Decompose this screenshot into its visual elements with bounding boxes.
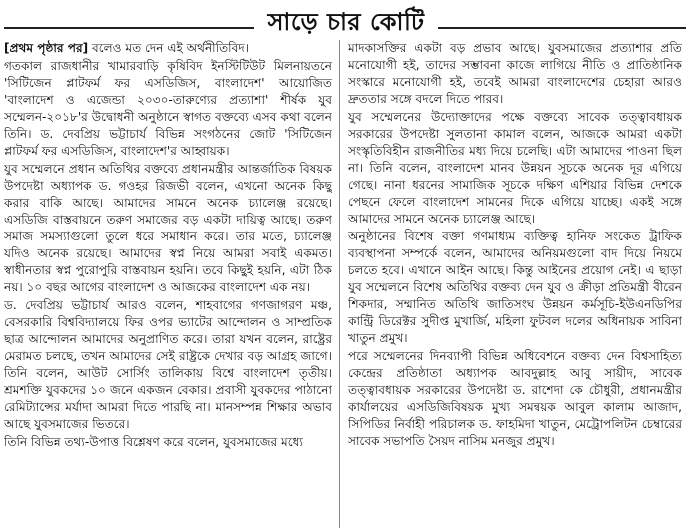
headline: সাড়ে চার কোটি [267,7,425,36]
article-paragraph: তিনি বিভিন্ন তথ্য-উপাত্ত বিশ্লেষণ করে বলেন, যুবসমাজের মধ্যে [4,434,303,449]
headline-rule-right [438,27,686,29]
left-column [4,40,332,528]
article-paragraph: মাদকাসক্তির একটা বড় প্রভাব আছে। যুবসমাজের প্রত্যাশার প্রতি মনোযোগী হই, তাদের সম্ভাবনা কাজে লাগিয়ে নীতি ও প্রাতিষ্ঠানিক সংস্কারে মনোযোগী হই, তবেই আমরা বাংলাদেশের চেহারা আরও দ্রুততার সঙ্গে বদলে দিতে পারব। [348,41,682,106]
article-paragraph: ড. দেবপ্রিয় ভট্টাচার্য আরও বলেন, শাহবাগের গণজাগরণ মঞ্চ, বেসরকারি বিশ্ববিদ্যালয়ে ফির ওপর ভ্যাটের আন্দোলন ও সাম্প্রতিক ছাত্র আন্দোলন আমাদের অনুপ্রাণিত করে। তারা যখন বলেন, রাষ্ট্রের মেরামত চলছে, তখন আমাদের সেই রাষ্ট্রকে দেখার বড় আগ্রহ জাগে। তিনি বলেন, আউট সোর্সিং তালিকায় বিশ্বে বাংলাদেশ তৃতীয়। শ্রমশক্তি যুবকদের ১০ জনে একজন বেকার। প্রবাসী যুবকদের পাঠানো রেমিট্যান্সের মর্যাদা আমরা দিতে পারছি না। মানসম্পন্ন শিক্ষার অভাব আছে যুবসমাজের ভিতরে। [4,298,332,431]
headline-rule-left [4,27,254,29]
article-paragraph: পরে সম্মেলনের দিনব্যাপী বিভিন্ন অধিবেশনে বক্তব্য দেন বিশ্বসাহিত্য কেন্দ্রের প্রতিষ্ঠাতা অধ্যাপক আবদুল্লাহ আবু সায়ীদ, সাবেক তত্ত্বাবধায়ক সরকারের উপদেষ্টা ড. রাশেদা কে চৌধুরী, প্রধানমন্ত্রীর কার্যালয়ের এসডিজিবিষয়ক মুখ্য সমন্বয়ক আবুল কালাম আজাদ, সিপিডির নির্বাহী পরিচালক ড. ফাহমিদা খাতুন, মেট্রোপলিটন চেম্বারের সাবেক সভাপতি সৈয়দ নাসিম মনজুর প্রমুখ। [348,349,682,448]
paragraph-text: বলেও মত দেন এই অর্থনীতিবিদ। [88,41,250,55]
article-paragraph [4,40,332,57]
article-paragraph: যুব সম্মেলনের উদ্যোক্তাদের পক্ষে বক্তব্যে সাবেক তত্ত্বাবধায়ক সরকারের উপদেষ্টা সুলতানা কামাল বলেন, আজকে আমরা একটা সংস্কৃতিবিহীন রাজনীতির মধ্য দিয়ে চলেছি। এটা আমাদের পাওনা ছিল না। তিনি বলেন, বাংলাদেশ মানব উন্নয়ন সূচকে অনেক দূর এগিয়ে গেছে। নানা ধরনের সামাজিক সূচকে দক্ষিণ এশিয়ার বিভিন্ন দেশকে পেছনে ফেলে বাংলাদেশ সামনের দিকে এগিয়ে যাচ্ছে। একই সঙ্গে আমাদের সামনে অনেক চ্যালেঞ্জ আছে। [348,109,682,226]
continuation-tag: [প্রথম পৃষ্ঠার পর] [4,41,89,55]
right-column [348,40,682,528]
article-paragraph: গতকাল রাজধানীর খামারবাড়ি কৃষিবিদ ইনস্টিটিউট মিলনায়তনে 'সিটিজেন প্লাটফর্ম ফর এসডিজিস, বাংলাদেশ' আয়োজিত 'বাংলাদেশ ও এজেন্ডা ২০৩০-তারুণ্যের প্রত্যাশা' শীর্ষক যুব সম্মেলন-২০১৮'র উদ্বোধনী অনুষ্ঠানে স্বাগত বক্তব্যে এসব কথা বলেন তিনি। ড. দেবপ্রিয় ভট্টাচার্য বিভিন্ন সংগঠনের জোট 'সিটিজেন প্লাটফর্ম ফর এসডিজিস, বাংলাদেশ'র আহ্বায়ক। [4,58,332,158]
article-paragraph: অনুষ্ঠানের বিশেষ বক্তা গণমাধ্যম ব্যক্তিত্ব হানিফ সংকেত ট্রাফিক ব্যবস্থাপনা সম্পর্কে বলেন, আমাদের অনিয়মগুলো বাদ দিয়ে নিয়মে চলতে হবে। এখানে আইন আছে। কিন্তু আইনের প্রয়োগ নেই। এ ছাড়া যুব সম্মেলনে বিশেষ অতিথির বক্তব্য দেন যুব ও ক্রীড়া প্রতিমন্ত্রী বীরেন শিকদার, সম্মানিত অতিথি জাতিসংঘ উন্নয়ন কর্মসূচি-ইউএনডিপির কান্ট্রি ডিরেক্টর সুদীপ্ত মুখার্জি, মহিলা ফুটবল দলের অধিনায়ক সাবিনা খাতুন প্রমুখ। [348,229,682,346]
article-paragraph: যুব সম্মেলনে প্রধান অতিথির বক্তব্যে প্রধানমন্ত্রীর আন্তর্জাতিক বিষয়ক উপদেষ্টা অধ্যাপক ড. গওহর রিজভী বলেন, এখনো অনেক কিছু করার বাকি আছে। আমাদের সামনে অনেক চ্যালেঞ্জ রয়েছে। এসডিজি বাস্তবায়নে তরুণ সমাজের বড় একটা দায়িত্ব আছে। তরুণ সমাজ সমস্যাগুলো তুলে ধরে সমাধান করে। তার মতে, চ্যালেঞ্জ যদিও অনেক রয়েছে। আমাদের স্বপ্ন নিয়ে আমরা সবাই একমত। স্বাধীনতার স্বপ্ন পুরোপুরি বাস্তবায়ন হয়নি। তবে কিছুই হয়নি, এটা ঠিক নয়। ১০ বছর আগের বাংলাদেশ ও আজকের বাংলাদেশ এক নয়। [4,161,332,295]
column-divider [339,40,340,528]
headline-bar [0,0,690,40]
